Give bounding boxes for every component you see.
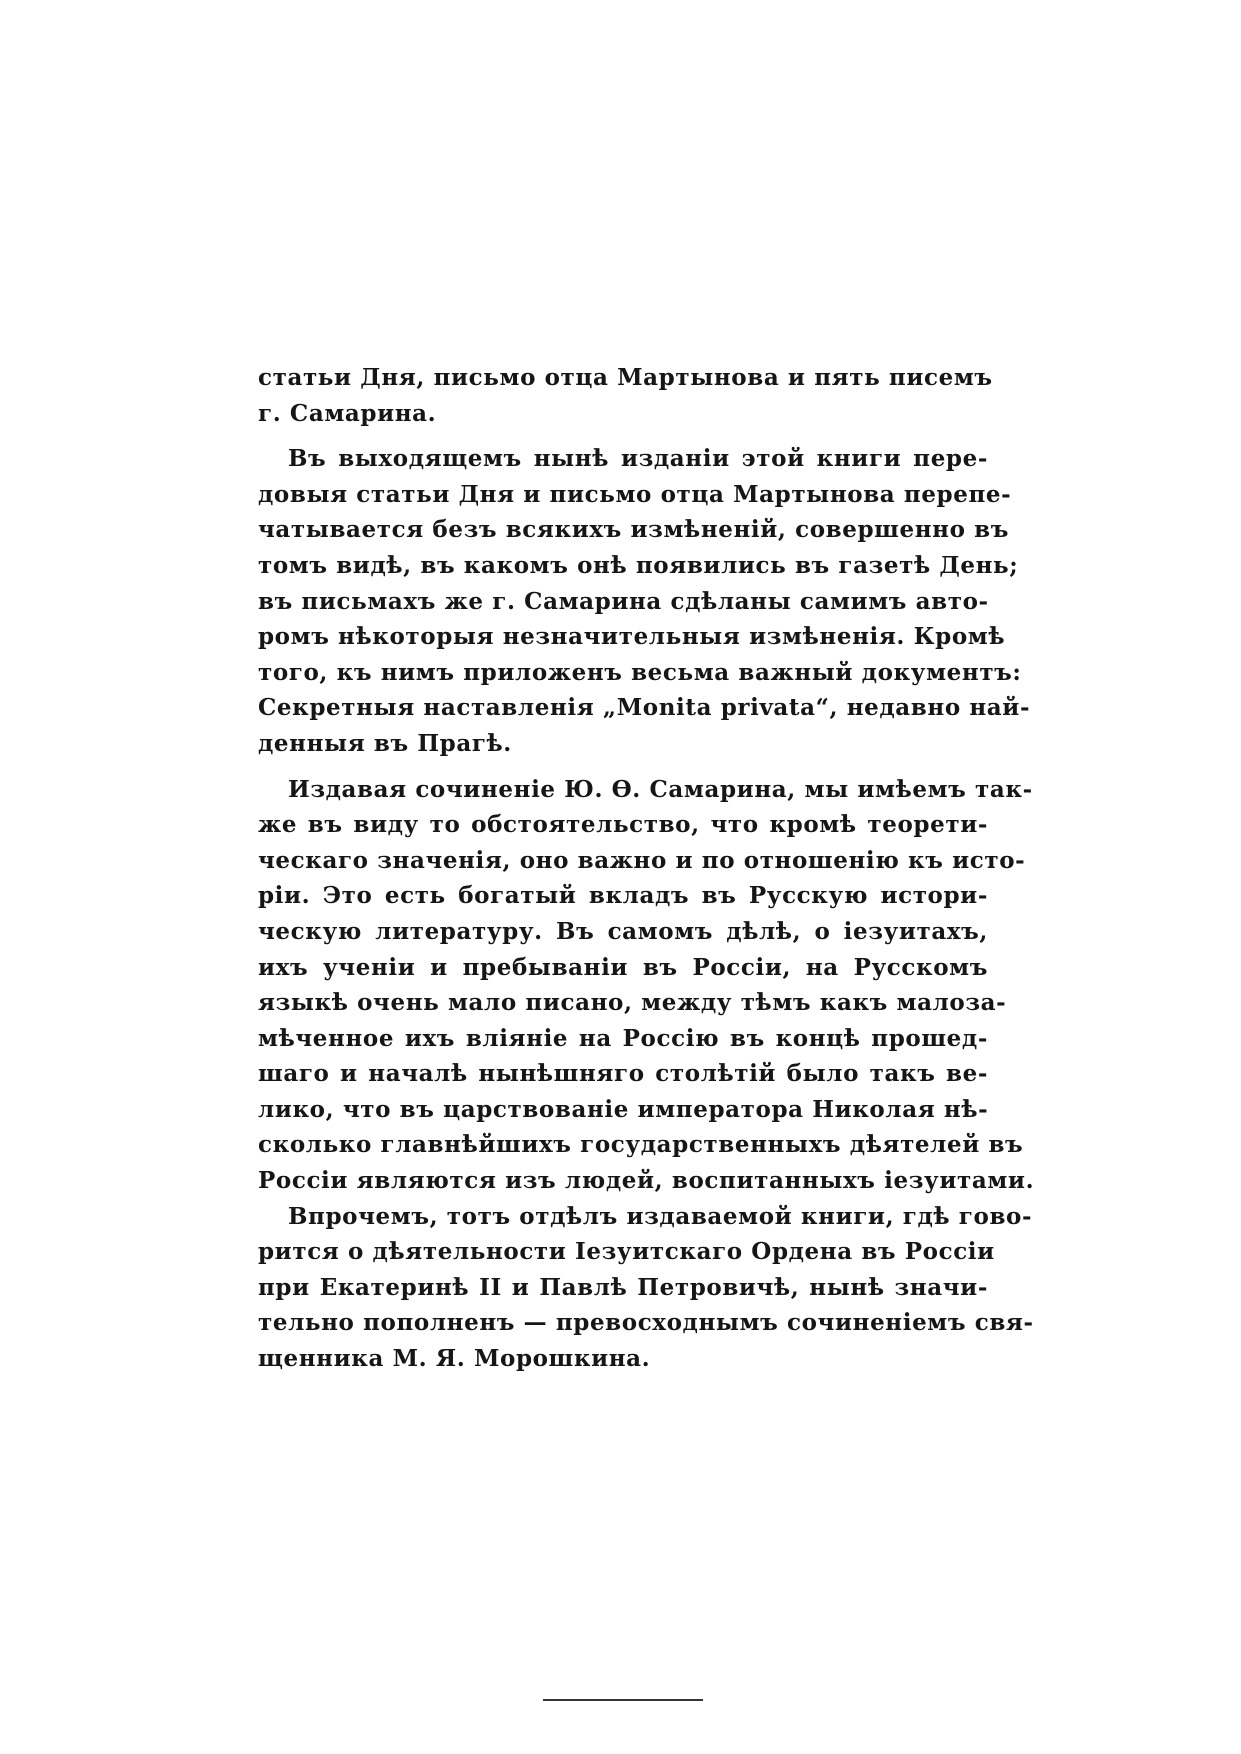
- text-line: Россіи являются изъ людей, воспитанныхъ іезуитами.: [258, 1167, 1035, 1195]
- page-body-text: [258, 360, 1035, 1377]
- text-line: ихъ ученіи и пребываніи въ Россіи, на Русскомъ: [258, 953, 988, 981]
- paragraph-1: [258, 360, 993, 431]
- text-line: лико, что въ царствованіе императора Николая нѣ-: [258, 1095, 989, 1123]
- text-line: языкѣ очень мало писано, между тѣмъ какъ малоза-: [258, 989, 1007, 1017]
- text-line: ческаго значенія, оно важно и по отношенію къ исто-: [258, 846, 1026, 874]
- text-line: статьи Дня, письмо отца Мартынова и пять писемъ: [258, 364, 993, 391]
- text-line: щенника М. Я. Морошкина.: [258, 1345, 651, 1373]
- text-line: Секретныя наставленія „Monita privata“, недавно най-: [258, 694, 1031, 722]
- text-line: ромъ нѣкоторыя незначительныя измѣненія. Кромѣ: [258, 623, 1006, 651]
- text-line: довыя статьи Дня и письмо отца Мартынова перепе-: [258, 480, 1012, 508]
- text-line: г. Самарина.: [258, 399, 437, 427]
- text-line: того, къ нимъ приложенъ весьма важный документъ:: [258, 658, 1022, 686]
- text-line: ческую литературу. Въ самомъ дѣлѣ, о іезуитахъ,: [258, 917, 988, 945]
- closing-rule: [543, 1699, 703, 1701]
- text-line: мѣченное ихъ вліяніе на Россію въ концѣ прошед-: [258, 1024, 988, 1052]
- paragraph-3: [258, 772, 1035, 1199]
- text-line: въ письмахъ же г. Самарина сдѣланы самимъ авто-: [258, 587, 989, 615]
- text-line: Въ выходящемъ нынѣ изданіи этой книги пере-: [288, 445, 988, 473]
- text-line: же въ виду то обстоятельство, что кромѣ теорети-: [258, 811, 988, 839]
- text-line: Впрочемъ, тотъ отдѣлъ издаваемой книги, гдѣ гово-: [288, 1202, 1033, 1230]
- text-line: тельно пополненъ — превосходнымъ сочиненіемъ свя-: [258, 1309, 1034, 1337]
- text-line: рится о дѣятельности Іезуитскаго Ордена въ Россіи: [258, 1238, 995, 1266]
- text-line: сколько главнѣйшихъ государственныхъ дѣятелей въ: [258, 1131, 1024, 1159]
- text-line: при Екатеринѣ II и Павлѣ Петровичѣ, нынѣ значи-: [258, 1273, 988, 1301]
- text-line: шаго и началѣ нынѣшняго столѣтій было такъ ве-: [258, 1060, 988, 1088]
- text-line: ріи. Это есть богатый вкладъ въ Русскую истори-: [258, 882, 988, 910]
- text-line: денныя въ Прагѣ.: [258, 729, 512, 757]
- paragraph-4: [258, 1199, 1034, 1377]
- text-line: Издавая сочиненіе Ю. Ѳ. Самарина, мы имѣемъ так-: [288, 775, 1033, 803]
- text-line: чатывается безъ всякихъ измѣненій, совершенно въ: [258, 516, 1009, 544]
- paragraph-2: [258, 441, 1031, 761]
- text-line: томъ видѣ, въ какомъ онѣ появились въ газетѣ День;: [258, 551, 1019, 579]
